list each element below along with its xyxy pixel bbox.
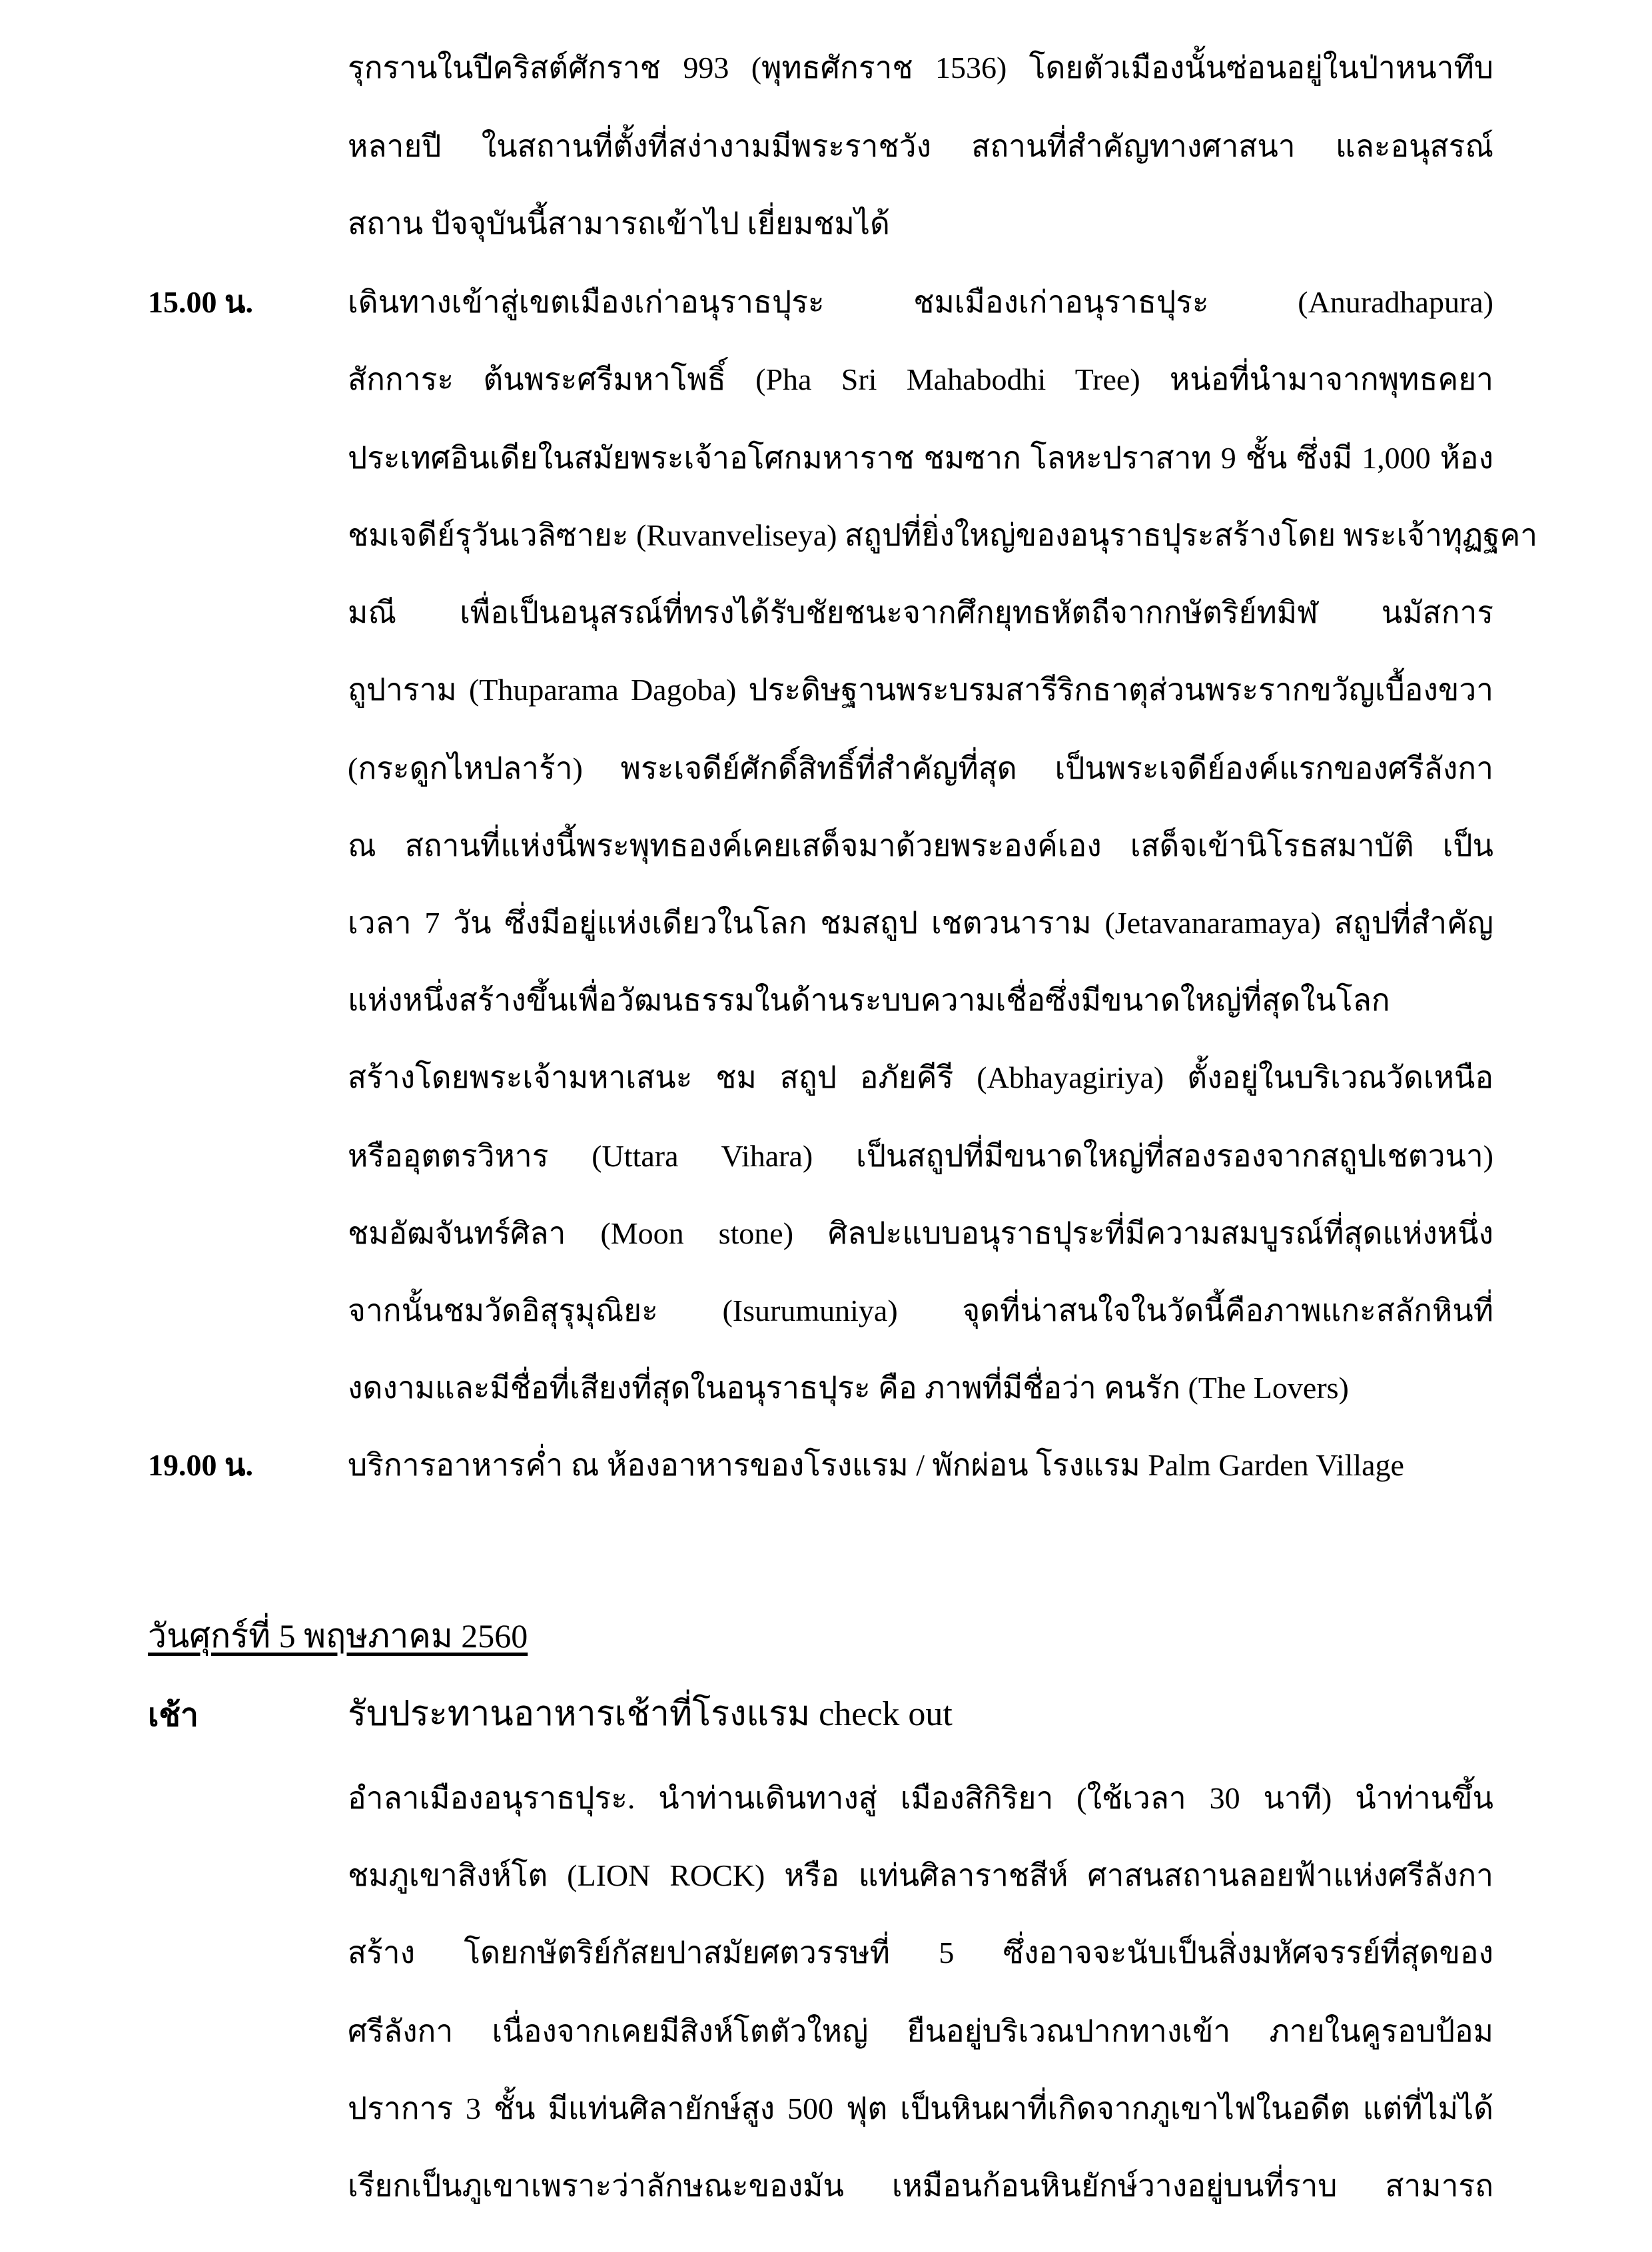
period-label: เช้า [148, 1698, 199, 1733]
schedule-line: สร้างโดยพระเจ้ามหาเสนะ ชม สถูป อภัยคีรี (Abhayagiriya) ตั้งอยู่ในบริเวณวัดเหนือ [348, 1060, 1493, 1094]
day-line: ชมภูเขาสิงห์โต (LION ROCK) หรือ แท่นศิลาราชสีห์ ศาสนสถานลอยฟ้าแห่งศรีลังกา [348, 1858, 1493, 1892]
schedule-line: งดงามและมีชื่อที่เสียงที่สุดในอนุราธปุระ คือ ภาพที่มีชื่อว่า คนรัก (The Lovers) [348, 1371, 1349, 1405]
schedule-line: ถูปาราม (Thuparama Dagoba) ประดิษฐานพระบรมสารีริกธาตุส่วนพระรากขวัญเบื้องขวา [348, 673, 1493, 707]
morning-title: รับประทานอาหารเช้าที่โรงแรม check out [348, 1695, 953, 1733]
schedule-line: เวลา 7 วัน ซึ่งมีอยู่แห่งเดียวในโลก ชมสถูป เชตวนาราม (Jetavanaramaya) สถูปที่สำคัญ [348, 906, 1493, 940]
schedule-line: (กระดูกไหปลาร้า) พระเจดีย์ศักดิ์สิทธิ์ที่สำคัญที่สุด เป็นพระเจดีย์องค์แรกของศรีลังกา [348, 751, 1493, 785]
schedule-line: สักการะ ต้นพระศรีมหาโพธิ์ (Pha Sri Mahabodhi Tree) หน่อที่นำมาจากพุทธคยา [348, 362, 1493, 396]
intro-line: รุกรานในปีคริสต์ศักราช 993 (พุทธศักราช 1536) โดยตัวเมืองนั้นซ่อนอยู่ในป่าหนาทึบ [348, 51, 1493, 85]
intro-line: หลายปี ในสถานที่ตั้งที่สง่างามมีพระราชวัง สถานที่สำคัญทางศาสนา และอนุสรณ์ [348, 129, 1493, 163]
day-line: ปราการ 3 ชั้น มีแท่นศิลายักษ์สูง 500 ฟุต เป็นหินผาที่เกิดจากภูเขาไฟในอดีต แต่ที่ไม่ได้ [348, 2091, 1493, 2125]
day-line: ศรีลังกา เนื่องจากเคยมีสิงห์โตตัวใหญ่ ยืนอยู่บริเวณปากทางเข้า ภายในคูรอบป้อม [348, 2014, 1493, 2048]
schedule-line: ชมอัฒจันทร์ศิลา (Moon stone) ศิลปะแบบอนุราธปุระที่มีความสมบูรณ์ที่สุดแห่งหนึ่ง [348, 1216, 1493, 1250]
schedule-time: 15.00 น. [148, 285, 253, 319]
schedule-line: แห่งหนึ่งสร้างขึ้นเพื่อวัฒนธรรมในด้านระบบความเชื่อซึ่งมีขนาดใหญ่ที่สุดในโลก [348, 983, 1390, 1017]
intro-line: สถาน ปัจจุบันนี้สามารถเข้าไป เยี่ยมชมได้ [348, 206, 890, 240]
schedule-line: หรืออุตตรวิหาร (Uttara Vihara) เป็นสถูปที่มีขนาดใหญ่ที่สองรองจากสถูปเชตวนา) [348, 1139, 1493, 1173]
day-line: อำลาเมืองอนุราธปุระ. นำท่านเดินทางสู่ เมืองสิกิริยา (ใช้เวลา 30 นาที) นำท่านขึ้น [348, 1781, 1493, 1815]
day-line: สร้าง โดยกษัตริย์กัสยปาสมัยศตวรรษที่ 5 ซึ่งอาจจะนับเป็นสิ่งมหัศจรรย์ที่สุดของ [348, 1936, 1493, 1970]
day-line: เรียกเป็นภูเขาเพราะว่าลักษณะของมัน เหมือนก้อนหินยักษ์วางอยู่บนที่ราบ สามารถ [348, 2169, 1493, 2203]
schedule-line: ณ สถานที่แห่งนี้พระพุทธองค์เคยเสด็จมาด้วยพระองค์เอง เสด็จเข้านิโรธสมาบัติ เป็น [348, 829, 1493, 863]
schedule-line: บริการอาหารค่ำ ณ ห้องอาหารของโรงแรม / พักผ่อน โรงแรม Palm Garden Village [348, 1448, 1404, 1482]
day-heading: วันศุกร์ที่ 5 พฤษภาคม 2560 [148, 1617, 528, 1655]
schedule-line: ประเทศอินเดียในสมัยพระเจ้าอโศกมหาราช ชมซาก โลหะปราสาท 9 ชั้น ซึ่งมี 1,000 ห้อง [348, 441, 1493, 475]
schedule-line: เดินทางเข้าสู่เขตเมืองเก่าอนุราธปุระ ชมเมืองเก่าอนุราธปุระ (Anuradhapura) [348, 285, 1493, 319]
schedule-line: จากนั้นชมวัดอิสุรุมุณิยะ (Isurumuniya) จุดที่น่าสนใจในวัดนี้คือภาพแกะสลักหินที่ [348, 1294, 1493, 1327]
schedule-time: 19.00 น. [148, 1448, 253, 1482]
schedule-line: ชมเจดีย์รุวันเวลิซายะ (Ruvanveliseya) สถูปที่ยิ่งใหญ่ของอนุราธปุระสร้างโดย พระเจ้าทุฏฐคา [348, 518, 1538, 552]
schedule-line: มณี เพื่อเป็นอนุสรณ์ที่ทรงได้รับชัยชนะจากศึกยุทธหัตถีจากกษัตริย์ทมิฬ นมัสการ [348, 595, 1493, 629]
